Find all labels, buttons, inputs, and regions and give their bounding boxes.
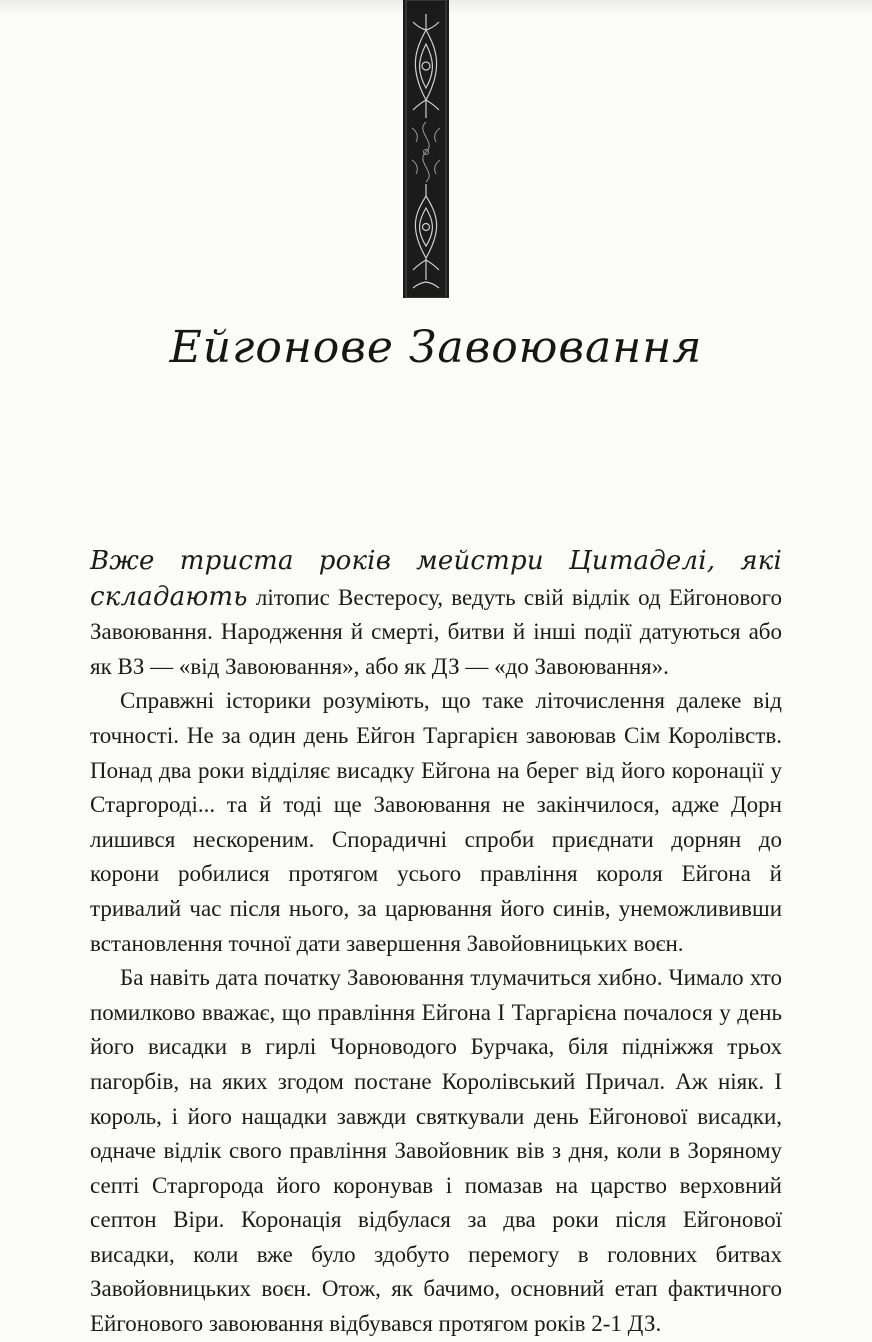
- chapter-title: Ейгонове Завоювання: [169, 322, 703, 373]
- lead-in-text: Вже триста років мейстри Цитаделі, які складають: [90, 546, 782, 612]
- paragraph-1-text: літопис Вестеросу, ведуть свій відлік од Ейгонового Завоювання. Народження й смерті, битви й інші події датуються або як ВЗ — «від Завоювання», або як ДЗ — «до Завоювання».: [90, 584, 782, 679]
- paragraph-1: [90, 544, 782, 684]
- ornamental-ribbon: [403, 0, 449, 298]
- paragraph-2: Справжні історики розуміють, що таке літочислення далеке від точності. Не за один день Ейгон Таргарієн завоював Сім Королівств. Понад два роки відділяє висадку Ейгона на берег від його коронації у Старгороді... та й тоді ще Завоювання не закінчилося, адже Дорн лишився нескореним. Спорадичні спроби приєднати дорнян до корони робилися протягом усього правління короля Ейгона й тривалий час після нього, за царювання його синів, унеможлививши встановлення точної дати завершення Завойовницьких воєн.: [90, 688, 782, 956]
- paragraph-3: Ба навіть дата початку Завоювання тлумачиться хибно. Чимало хто помилково вважає, що правління Ейгона I Таргарієна почалося у день його висадки в гирлі Чорноводого Бурчака, біля підніжжя трьох пагорбів, на яких згодом постане Королівський Причал. Аж ніяк. I король, і його нащадки завжди святкували день Ейгонової висадки, одначе відлік свого правління Завойовник вів з дня, коли в Зоряному септі Старгорода його коронував і помазав на царство верховний септон Віри. Коронація відбулася за два роки після Ейгонової висадки, коли вже було здобуто перемогу в головних битвах Завойовницьких воєн. Отож, як бачимо, основний етап фактичного Ейгонового завоювання відбувався протягом років 2-1 ДЗ.: [90, 965, 782, 1337]
- chapter-body: [90, 544, 782, 1342]
